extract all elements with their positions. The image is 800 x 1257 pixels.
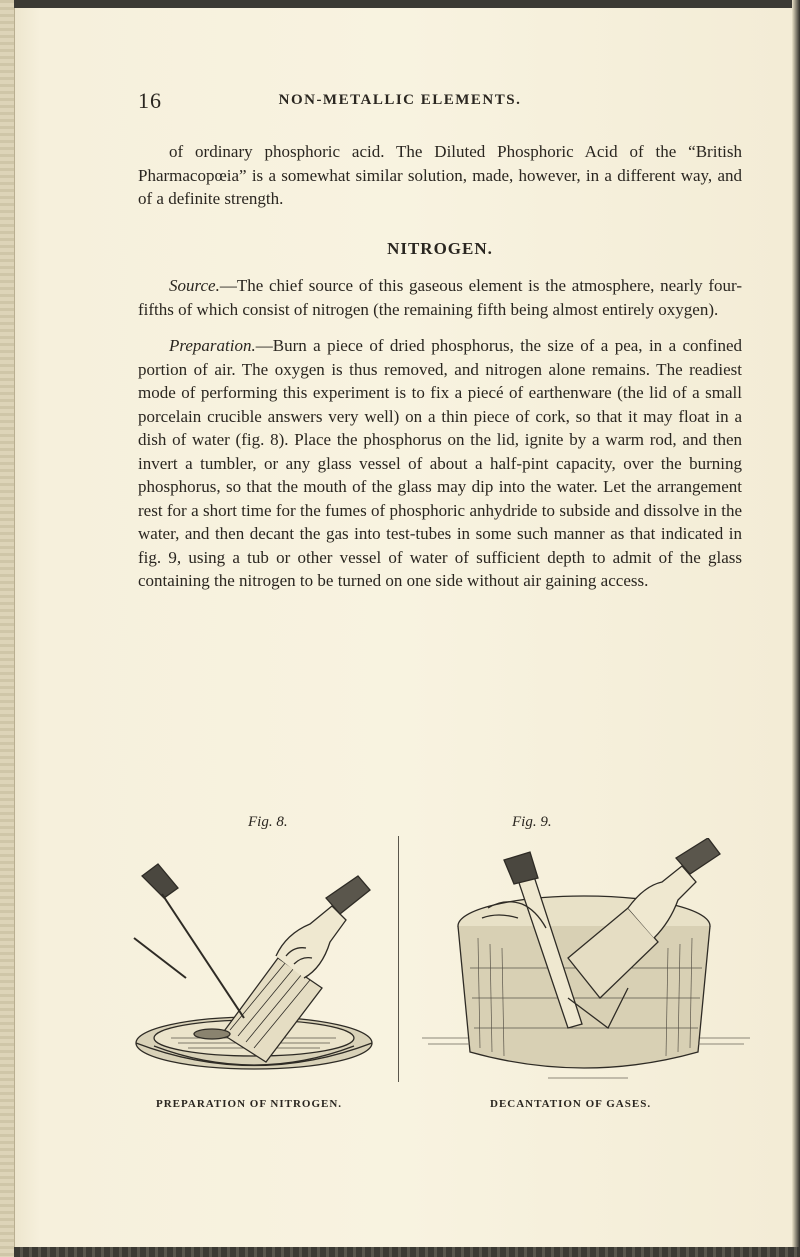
figure-8-caption: PREPARATION OF NITROGEN. <box>156 1098 343 1110</box>
page-binding-edge <box>0 0 15 1257</box>
source-paragraph <box>138 274 742 321</box>
figure-8-label: Fig. 8. <box>248 814 288 830</box>
bottom-edge-rule <box>14 1247 800 1257</box>
preparation-label: Preparation. <box>169 336 256 355</box>
intro-paragraph: of ordinary phosphoric acid. The Diluted Phosphoric Acid of the “British Pharmacopœia” is a somewhat similar solution, made, however, in a different way, and of a definite strength. <box>138 142 742 208</box>
running-title: NON-METALLIC ELEMENTS. <box>278 92 522 108</box>
section-heading: NITROGEN. <box>387 238 493 258</box>
figure-8-illustration <box>126 838 392 1090</box>
source-label: Source. <box>169 276 220 295</box>
preparation-text: —Burn a piece of dried phosphorus, the size of a pea, in a confined portion of air. The oxygen is thus removed, and nitrogen alone remains. The readiest mode of performing this experiment is to fix a piecé of earthenware (the lid of a small porcelain crucible answers very well) on a thin piece of cork, so that it may float in a dish of water (fig. 8). Place the phosphorus on the lid, ignite by a warm rod, and then invert a tumbler, or any glass vessel of about a half-pint capacity, over the burning phosphorus, so that the mouth of the glass may dip into the water. Let the arrangement rest for a short time for the fumes of phosphoric anhydride to subside and dissolve in the water, and then decant the gas into test-tubes in some such manner as that indicated in fig. 9, using a tub or other vessel of water of sufficient depth to admit of the glass containing the nitrogen to be turned on one side without air gaining access. <box>138 336 742 590</box>
page-number: 16 <box>138 88 162 113</box>
body-text <box>138 140 742 593</box>
figure-9-caption: DECANTATION OF GASES. <box>490 1098 652 1110</box>
figure-divider <box>398 836 399 1082</box>
page-right-edge <box>792 0 800 1257</box>
source-text: —The chief source of this gaseous element is the atmosphere, nearly four-fifths of which consist of nitrogen (the remaining fifth being almost entirely oxygen). <box>138 276 742 319</box>
figure-9-label: Fig. 9. <box>512 814 552 830</box>
figure-9-illustration <box>418 838 754 1090</box>
top-edge-rule <box>14 0 800 8</box>
preparation-paragraph <box>138 334 742 593</box>
